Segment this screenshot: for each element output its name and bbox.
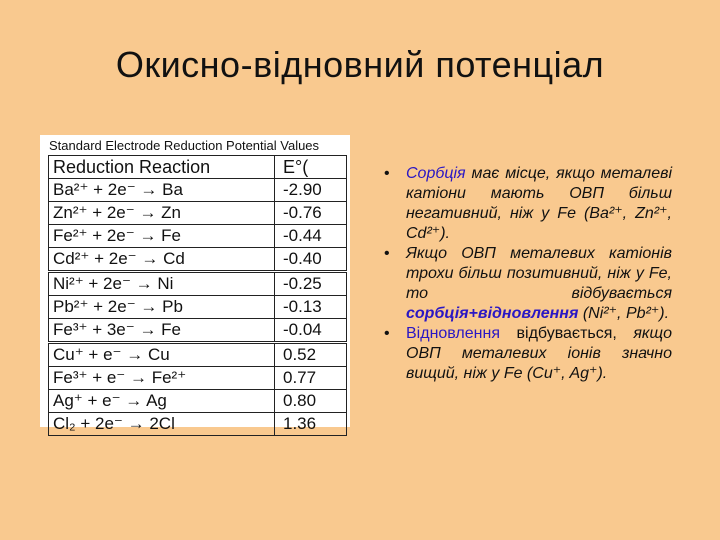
reaction-cell: Cd²⁺ + 2e⁻ → Cd xyxy=(49,248,275,272)
bullet-text: має місце, якщо металеві катіони мають ОВП більш негативний, ніж у Fe (Ba²⁺, Zn²⁺, Cd²⁺). xyxy=(406,165,672,242)
potential-cell: -2.90 xyxy=(275,179,347,202)
potential-cell: -0.04 xyxy=(275,319,347,343)
potential-cell: 0.52 xyxy=(275,343,347,367)
reaction-cell: Ag⁺ + e⁻ → Ag xyxy=(49,390,275,413)
bullet-sorption xyxy=(380,164,672,244)
bullet-dot: • xyxy=(384,165,390,182)
header-potential: E°( xyxy=(275,156,347,179)
bullet-dot: • xyxy=(384,325,390,342)
reaction-cell: Zn²⁺ + 2e⁻ → Zn xyxy=(49,202,275,225)
bullet-text-end: (Ni²⁺, Pb²⁺). xyxy=(578,305,670,322)
table-header-row xyxy=(49,156,347,179)
potential-cell: -0.13 xyxy=(275,296,347,319)
reaction-cell: Fe³⁺ + e⁻ → Fe²⁺ xyxy=(49,367,275,390)
table-row xyxy=(49,367,347,390)
reaction-cell: Cu⁺ + e⁻ → Cu xyxy=(49,343,275,367)
term-sorption: Сорбція xyxy=(406,165,466,182)
table-row xyxy=(49,319,347,343)
reaction-cell: Fe²⁺ + 2e⁻ → Fe xyxy=(49,225,275,248)
table-row xyxy=(49,296,347,319)
potential-cell: -0.44 xyxy=(275,225,347,248)
bullet-list xyxy=(380,164,672,384)
reduction-potential-table-image xyxy=(40,135,350,433)
page-title: Окисно-відновний потенціал xyxy=(115,44,605,85)
bullet-text-mid: відбувається, xyxy=(500,325,617,342)
table-row xyxy=(49,390,347,413)
bullet-reduction xyxy=(380,324,672,384)
potential-cell: 0.80 xyxy=(275,390,347,413)
table-row xyxy=(49,413,347,436)
table-row xyxy=(49,225,347,248)
table-row xyxy=(49,202,347,225)
table-row xyxy=(49,272,347,296)
table-row xyxy=(49,179,347,202)
table-row xyxy=(49,248,347,272)
term-sorption-reduction: сорбція+відновлення xyxy=(406,305,579,322)
table-caption: Standard Electrode Reduction Potential Values xyxy=(49,138,320,153)
bullet-text: Якщо ОВП металевих катіонів трохи більш позитивний, ніж у Fe, то відбувається xyxy=(406,245,672,302)
bullet-dot: • xyxy=(384,245,390,262)
reaction-cell: Cl₂ + 2e⁻ → 2Cl xyxy=(49,413,275,436)
reaction-cell: Ba²⁺ + 2e⁻ → Ba xyxy=(49,179,275,202)
reduction-potential-table xyxy=(48,155,347,436)
potential-cell: -0.25 xyxy=(275,272,347,296)
potential-cell: -0.40 xyxy=(275,248,347,272)
term-reduction: Відновлення xyxy=(406,325,500,342)
bullet-text: якщо ОВП металевих іонів значно вищий, ніж у Fe (Cu⁺, Ag⁺). xyxy=(406,325,672,382)
reaction-cell: Ni²⁺ + 2e⁻ → Ni xyxy=(49,272,275,296)
potential-cell: -0.76 xyxy=(275,202,347,225)
table-row xyxy=(49,343,347,367)
potential-cell: 1.36 xyxy=(275,413,347,436)
bullet-sorption-reduction xyxy=(380,244,672,324)
header-reaction: Reduction Reaction xyxy=(49,156,275,179)
potential-cell: 0.77 xyxy=(275,367,347,390)
reaction-cell: Fe³⁺ + 3e⁻ → Fe xyxy=(49,319,275,343)
reaction-cell: Pb²⁺ + 2e⁻ → Pb xyxy=(49,296,275,319)
